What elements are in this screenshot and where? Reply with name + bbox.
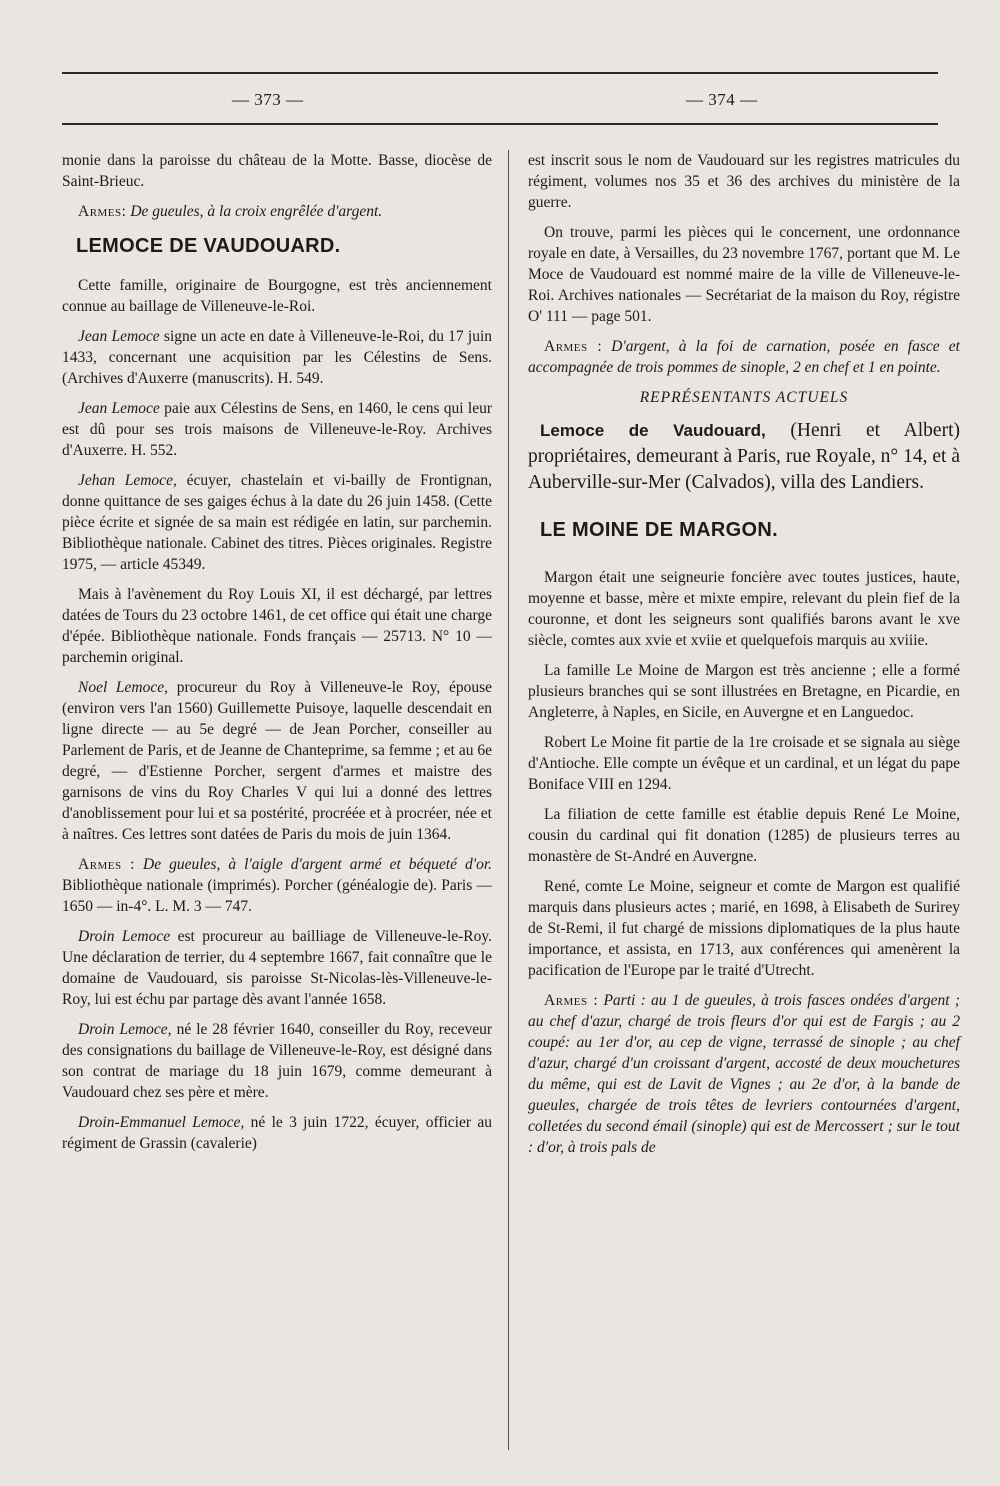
person-name: Noel Lemoce,	[78, 679, 169, 696]
paragraph: Robert Le Moine fit partie de la 1re croisade et se signala au siège d'Antioche. Elle compte un évêque et un cardinal, et un légat du pape Boniface VIII en 1294.	[528, 734, 960, 793]
person-name: Droin-Emmanuel Lemoce,	[78, 1114, 245, 1131]
arms-text: Parti : au 1 de gueules, à trois fasces ondées d'argent ; au chef d'azur, chargé de trois fleurs d'or qui est de Fargis ; au 2 coupé: au 1er d'or, au cep de vigne, terrassé de sinople ; au chef d'azur, chargé d'un croissant d'argent, accosté de deux mouchetures du même, qui est de Lavit de Vignes ; au 2e d'or, à la bande de gueules, chargée de trois têtes de levriers contournées d'argent, colletées du second émail (sinople) qui est de Mercossert ; sur le tout : d'or, à trois pals de	[528, 992, 960, 1156]
right-column	[528, 150, 960, 1167]
column-divider	[508, 150, 509, 1450]
person-name: Droin Lemoce	[78, 928, 171, 945]
paragraph-text: paie aux Célestins de Sens, en 1460, le cens qui leur est dû pour ses trois maisons de Villeneuve-le-Roy. Archives d'Auxerre. H. 552.	[62, 400, 493, 459]
arms-label: Armes :	[78, 856, 135, 873]
paragraph: Margon était une seigneurie foncière avec toutes justices, haute, moyenne et basse, mère et mixte empire, relevant du plein fief de la couronne, et dont les seigneurs sont qualifiés barons avant le xve siècle, comtes aux xvie et xviie et quelquefois marquis au xviiie.	[528, 569, 960, 649]
top-rule	[62, 72, 938, 74]
paragraph: est inscrit sous le nom de Vaudouard sur les registres matricules du régiment, volumes nos 35 et 36 des archives du ministère de la guerre.	[528, 152, 960, 211]
arms-paragraph	[62, 854, 492, 917]
person-name: Jehan Lemoce,	[78, 472, 177, 489]
section-heading: LEMOCE DE VAUDOUARD.	[76, 235, 341, 257]
person-name: Jean Lemoce	[78, 400, 160, 417]
paragraph	[62, 1019, 492, 1103]
paragraph-text: né le 3 juin 1722, écuyer, officier au régiment de Grassin (cavalerie)	[62, 1114, 492, 1152]
paragraph-text: est procureur au bailliage de Villeneuve-le-Roy. Une déclaration de terrier, du 4 septembre 1667, fait connaître que le domaine de Vaudouard, sis paroisse St-Nicolas-lès-Villeneuve-le-Roy, lui est échu par partage dès avant l'année 1658.	[62, 928, 492, 1008]
paragraph-text: signe un acte en date à Villeneuve-le-Roi, du 17 juin 1433, concernant une acquisition par les Célestins de Sens. (Archives d'Auxerre (manuscrits). H. 549.	[62, 328, 493, 387]
paragraph: La filiation de cette famille est établie depuis René Le Moine, cousin du cardinal qui fit donation (1285) de plusieurs terres au monastère de St-André en Auvergne.	[528, 806, 960, 865]
paragraph: Mais à l'avènement du Roy Louis XI, il est déchargé, par lettres datées de Tours du 23 octobre 1461, de cet office qui était une charge d'épée. Bibliothèque nationale. Fonds français — 25713. N° 10 — parchemin original.	[62, 586, 492, 666]
person-name: Jean Lemoce	[78, 328, 160, 345]
paragraph: René, comte Le Moine, seigneur et comte de Margon est qualifié marquis dans plusieurs actes ; marié, en 1698, à Elisabeth de Surirey de St-Remi, il fut chargé de missions diplomatiques de la plus haute importance, et assista, en 1713, aux conférences qui amenèrent la pacification de l'Europe par le traité d'Utrecht.	[528, 878, 960, 979]
arms-label: Armes :	[544, 338, 603, 355]
paragraph: On trouve, parmi les pièces qui le concernent, une ordonnance royale en date, à Versailles, du 23 novembre 1767, portant que M. Le Moce de Vaudouard est nommé maire de la ville de Villeneuve-le-Roi. Archives nationales — Secrétariat de la maison du Roy, régistre O' 111 — page 501.	[528, 224, 960, 325]
representative-text: (Henri et Albert) propriétaires, demeurant à Paris, rue Royale, n° 14, et à Auberville-sur-Mer (Calvados), villa des Landiers.	[528, 420, 960, 493]
arms-label: Armes :	[544, 992, 599, 1009]
paragraph-text: procureur du Roy à Villeneuve-le Roy, épouse (environ vers l'an 1560) Guillemette Puisoye, laquelle descendait en ligne directe — au 5e degré — de Jean Porcher, conseiller au Parlement de Paris, et de Jeanne de Chanteprime, sa femme ; et au 6e degré, — d'Estienne Porcher, sergent d'armes et maistre des garnisons de vins du Roy Charles V qui lui a donné des lettres d'anoblissement pour lui et sa postérité, procréée et à procréer, née et à naîtres. Ces lettres sont datées de Paris du mois de juin 1364.	[62, 679, 492, 843]
arms-source: Bibliothèque nationale (imprimés). Porcher (généalogie de). Paris — 1650 — in-4°. L. M. 3 — 747.	[62, 877, 492, 915]
representatives-paragraph	[528, 418, 960, 496]
page-number-right: — 374 —	[686, 90, 758, 109]
person-name: Droin Lemoce,	[78, 1021, 172, 1038]
representative-name: Lemoce de Vaudouard,	[540, 421, 766, 440]
paragraph-text: écuyer, chastelain et vi-bailly de Frontignan, donne quittance de ses gaiges échus à la date du 26 juin 1458. (Cette pièce écrite et signée de sa main est rédigée en latin, sur parchemin. Bibliothèque nationale. Cabinet des titres. Pièces originales. Registre 1975, — article 45349.	[62, 472, 492, 573]
header-rule	[62, 123, 938, 125]
arms-text: De gueules, à la croix engrêlée d'argent.	[130, 203, 383, 220]
paragraph: La famille Le Moine de Margon est très ancienne ; elle a formé plusieurs branches qui se sont illustrées en Bretagne, en Picardie, en Angleterre, à Naples, en Sicile, en Auvergne et en Languedoc.	[528, 662, 960, 721]
arms-paragraph	[62, 201, 492, 222]
paragraph	[62, 926, 492, 1010]
section-heading: LE MOINE DE MARGON.	[540, 519, 778, 541]
arms-paragraph	[528, 990, 960, 1158]
paragraph: monie dans la paroisse du château de la Motte. Basse, diocèse de Saint-Brieuc.	[62, 152, 492, 190]
paragraph	[62, 398, 492, 461]
subheading: REPRÉSENTANTS ACTUELS	[639, 389, 849, 406]
paragraph	[62, 470, 492, 575]
paragraph: Cette famille, originaire de Bourgogne, est très anciennement connue au baillage de Villeneuve-le-Roi.	[62, 277, 492, 315]
paragraph-text: né le 28 février 1640, conseiller du Roy, receveur des consignations du baillage de Villeneuve-le-Roy, est désigné dans son contrat de mariage du 18 juin 1679, comme demeurant à Vaudouard chez ses père et mère.	[62, 1021, 492, 1101]
paragraph	[62, 677, 492, 845]
arms-text: De gueules, à l'aigle d'argent armé et béqueté d'or.	[143, 856, 493, 873]
left-column	[62, 150, 492, 1163]
arms-label: Armes:	[78, 203, 127, 220]
arms-text: D'argent, à la foi de carnation, posée en fasce et accompagnée de trois pommes de sinople, 2 en chef et 1 en pointe.	[528, 338, 960, 376]
paragraph	[62, 326, 492, 389]
arms-paragraph	[528, 336, 960, 378]
page-number-left: — 373 —	[232, 90, 304, 109]
paragraph	[62, 1112, 492, 1154]
